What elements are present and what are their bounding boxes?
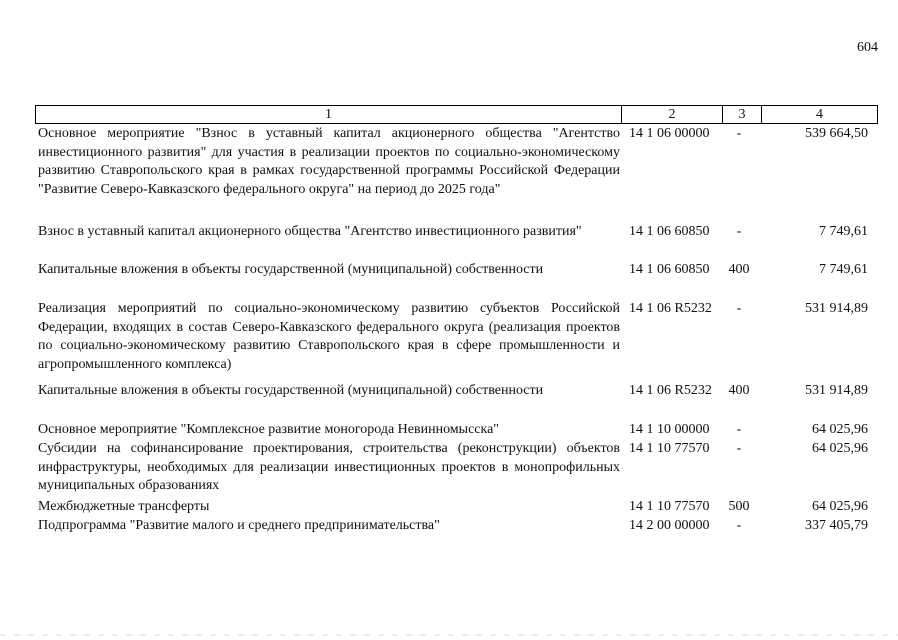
row-description: Капитальные вложения в объекты государственной (муниципальной) собственности [38, 383, 544, 398]
row-description: Реализация мероприятий по социально-экономическому развитию субъектов Российской Федерации, входящих в состав Северо-Кавказского федерального округа (реализация проектов по социально-экономическому развитию Ставропольского края в сфере промышленности и агропромышленного комплекса) [38, 301, 620, 372]
row-sum: 7 749,61 [819, 262, 868, 277]
budget-table [35, 105, 878, 533]
row-sum: 64 025,96 [812, 422, 868, 437]
row-description: Капитальные вложения в объекты государственной (муниципальной) собственности [38, 262, 544, 277]
row-code: 14 1 06 R5232 [629, 383, 712, 398]
table-row [35, 382, 878, 401]
row-type: - [736, 441, 742, 456]
row-code: 14 1 06 00000 [629, 126, 710, 141]
row-type: 500 [728, 499, 750, 514]
row-type: - [736, 301, 742, 316]
header-col-2: 2 [622, 106, 723, 123]
table-row [35, 223, 878, 242]
header-col-3: 3 [723, 106, 762, 123]
row-sum: 64 025,96 [812, 441, 868, 456]
table-row [35, 300, 878, 374]
row-description: Основное мероприятие "Взнос в уставный капитал акционерного общества "Агентство инвестиционного развития" для участия в реализации проектов по социально-экономическому развитию Ставропольского края в рамках государственной программы Российской Федерации "Развитие Северо-Кавказского федерального округа" на период до 2025 года" [38, 126, 620, 197]
row-code: 14 1 10 00000 [629, 422, 710, 437]
row-type: - [736, 518, 742, 533]
row-sum: 7 749,61 [819, 224, 868, 239]
row-type: - [736, 126, 742, 141]
row-type: 400 [728, 262, 750, 277]
table-row [35, 261, 878, 280]
table-row [35, 517, 878, 536]
row-sum: 531 914,89 [805, 301, 868, 316]
header-col-4: 4 [816, 107, 823, 122]
row-sum: 337 405,79 [805, 518, 868, 533]
table-row [35, 440, 878, 496]
scan-edge-artifact [0, 634, 898, 636]
row-type: - [736, 224, 742, 239]
table-row [35, 421, 878, 440]
row-type: 400 [728, 383, 750, 398]
row-sum: 531 914,89 [805, 383, 868, 398]
header-col-1: 1 [36, 106, 622, 123]
row-code: 14 2 00 00000 [629, 518, 710, 533]
table-row [35, 125, 878, 199]
row-type: - [736, 422, 742, 437]
row-description: Подпрограмма "Развитие малого и среднего предпринимательства" [38, 518, 440, 533]
row-sum: 539 664,50 [805, 126, 868, 141]
page-number: 604 [857, 40, 878, 55]
row-code: 14 1 10 77570 [629, 441, 710, 456]
row-description: Взнос в уставный капитал акционерного общества "Агентство инвестиционного развития" [38, 224, 582, 239]
row-code: 14 1 06 R5232 [629, 301, 712, 316]
table-row [35, 498, 878, 517]
row-sum: 64 025,96 [812, 499, 868, 514]
row-code: 14 1 06 60850 [629, 262, 710, 277]
row-description: Межбюджетные трансферты [38, 499, 210, 514]
table-header [35, 105, 878, 124]
row-code: 14 1 06 60850 [629, 224, 710, 239]
row-code: 14 1 10 77570 [629, 499, 710, 514]
row-description: Основное мероприятие "Комплексное развитие моногорода Невинномысска" [38, 422, 500, 437]
row-description: Субсидии на софинансирование проектирования, строительства (реконструкции) объектов инфраструктуры, необходимых для реализации инвестиционных проектов в монопрофильных муниципальных образованиях [38, 441, 620, 493]
